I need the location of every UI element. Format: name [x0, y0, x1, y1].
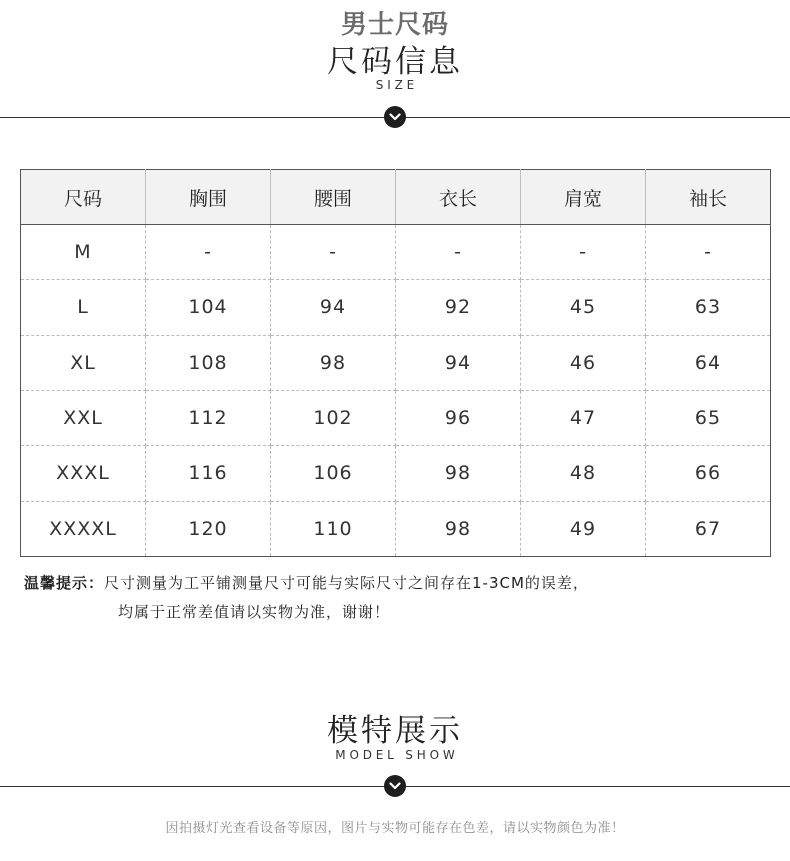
note-label: 温馨提示：	[24, 574, 105, 592]
table-cell: 45	[521, 280, 646, 335]
table-cell: 46	[521, 335, 646, 390]
table-cell: 112	[146, 390, 271, 445]
table-cell: -	[146, 225, 271, 280]
column-header: 腰围	[271, 170, 396, 225]
table-row	[21, 501, 771, 556]
column-header: 胸围	[146, 170, 271, 225]
table-cell: XL	[21, 335, 146, 390]
table-cell: 120	[146, 501, 271, 556]
table-cell: 67	[694, 517, 722, 540]
table-cell: 98	[396, 501, 521, 556]
color-disclaimer: 因拍摄灯光查看设备等原因，图片与实物可能存在色差，请以实物颜色为准！	[165, 821, 625, 836]
table-cell: 94	[271, 280, 396, 335]
column-header: 袖长	[646, 170, 771, 225]
table-row	[21, 446, 771, 501]
chevron-down-icon	[384, 106, 406, 128]
table-cell: M	[21, 225, 146, 280]
table-cell: 92	[396, 280, 521, 335]
table-cell: L	[21, 280, 146, 335]
table-cell: 98	[396, 446, 521, 501]
table-cell: 104	[146, 280, 271, 335]
table-cell: 63	[646, 280, 771, 335]
table-cell: 66	[646, 446, 771, 501]
note-line-1: 尺寸测量为工平铺测量尺寸可能与实际尺寸之间存在1-3CM的误差，	[104, 574, 589, 592]
table-cell: -	[271, 225, 396, 280]
table-cell: XXXXL	[21, 501, 146, 556]
table-cell: 102	[271, 390, 396, 445]
table-header-row	[21, 170, 771, 225]
table-row	[21, 390, 771, 445]
chevron-down-icon	[384, 775, 406, 797]
table-cell: XXXL	[21, 446, 146, 501]
column-header: 肩宽	[521, 170, 646, 225]
size-section-title: 尺码信息	[327, 44, 463, 80]
note-line-2: 均属于正常差值请以实物为准，谢谢！	[118, 603, 391, 621]
table-cell: 96	[396, 390, 521, 445]
size-table	[20, 169, 771, 557]
table-row	[21, 225, 771, 280]
category-label: 男士尺码	[340, 10, 449, 40]
table-cell: -	[521, 225, 646, 280]
table-cell: 110	[271, 501, 396, 556]
table-cell: 106	[271, 446, 396, 501]
table-cell: 48	[521, 446, 646, 501]
table-cell: 47	[521, 390, 646, 445]
table-cell: 108	[146, 335, 271, 390]
table-cell: 98	[271, 335, 396, 390]
size-section-subtitle: S I Z E	[375, 78, 415, 92]
table-cell: -	[396, 225, 521, 280]
table-cell: 65	[646, 390, 771, 445]
model-section-title: 模特展示	[327, 713, 463, 749]
column-header: 尺码	[21, 170, 146, 225]
model-section-subtitle: M O D E L S H O W	[335, 748, 455, 762]
column-header: 衣长	[396, 170, 521, 225]
size-note	[24, 573, 589, 593]
table-cell: 49	[521, 501, 646, 556]
table-cell: 116	[146, 446, 271, 501]
table-cell: 64	[646, 335, 771, 390]
table-row	[21, 280, 771, 335]
table-cell: XXL	[21, 390, 146, 445]
table-row	[21, 335, 771, 390]
table-cell: 94	[396, 335, 521, 390]
table-cell: -	[646, 225, 771, 280]
